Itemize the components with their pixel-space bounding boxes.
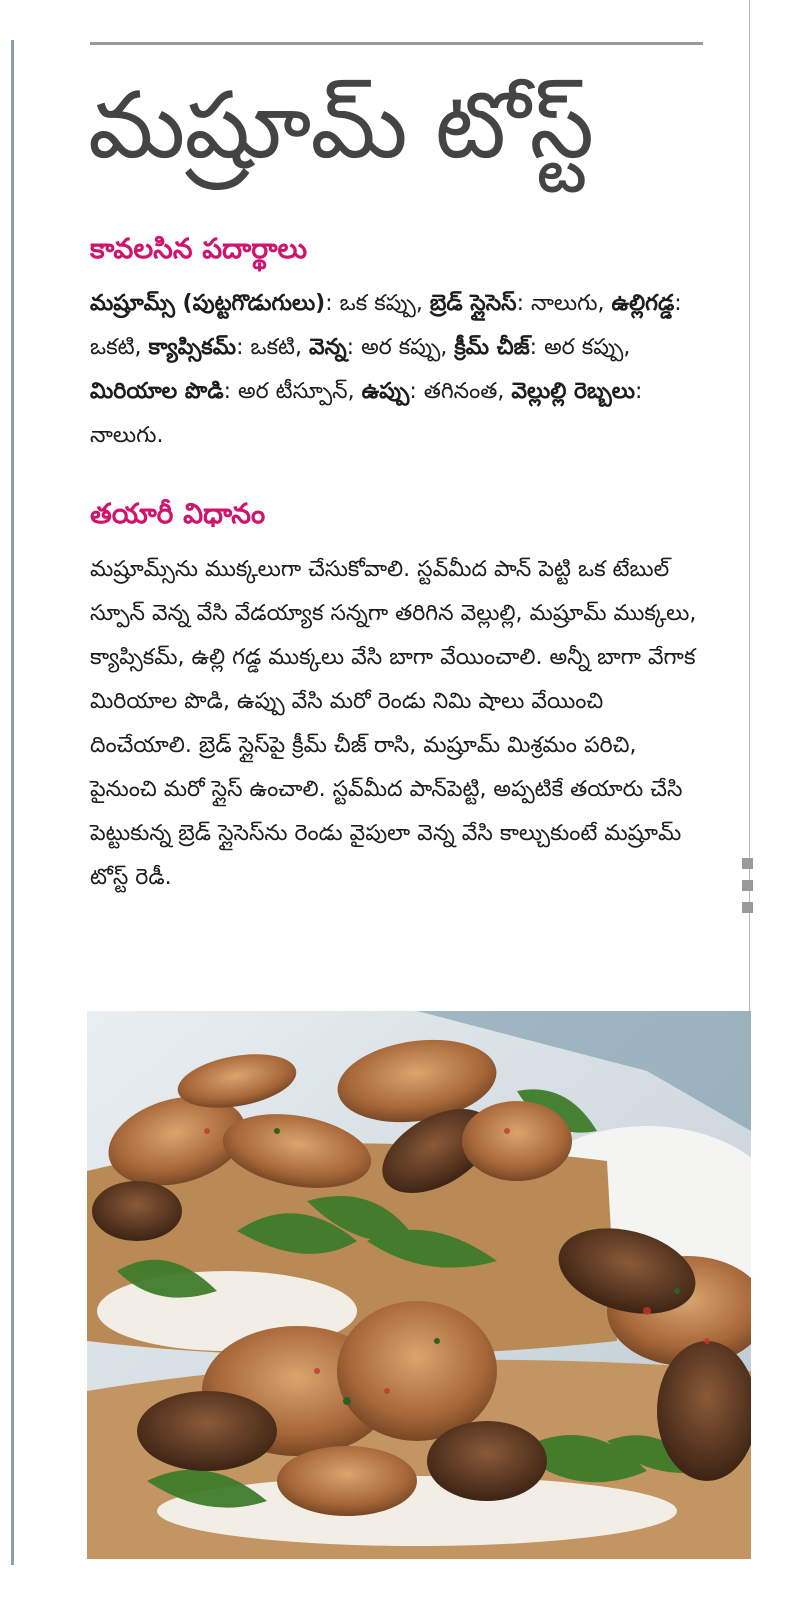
ingredient-item: క్యాప్సికమ్: ఒకటి, <box>148 335 310 360</box>
ingredient-name: క్రీమ్ చీజ్ <box>454 335 530 360</box>
ingredients-heading: కావలసిన పదార్థాలు <box>90 232 308 265</box>
mushroom-toast-photo <box>87 1011 751 1559</box>
ingredient-qty: నాలుగు, <box>531 291 612 316</box>
ingredient-name: మిరియాల పొడి <box>90 379 224 404</box>
ingredient-qty: తగినంత, <box>423 379 512 404</box>
ingredient-item: బ్రెడ్ స్లైసెస్: నాలుగు, <box>429 291 612 316</box>
ingredients-list <box>90 282 700 458</box>
ingredient-item: మిరియాల పొడి: అర టీస్పూన్, <box>90 379 362 404</box>
ingredient-qty: అర టీస్పూన్, <box>238 379 362 404</box>
dot-marker <box>742 902 753 913</box>
ingredient-item: ఉల్లిగడ్డ: ఒకటి, <box>90 291 682 360</box>
ingredient-qty: అర కప్పు, <box>361 335 455 360</box>
ingredient-name: ఉప్పు <box>361 379 410 404</box>
ingredient-item: వెల్లుల్లి రెబ్బలు: నాలుగు. <box>90 379 643 448</box>
ingredient-name: మష్రూమ్స్ (పుట్టగొడుగులు) <box>90 291 326 316</box>
method-heading: తయారీ విధానం <box>90 497 266 530</box>
ingredient-name: బ్రెడ్ స్లైసెస్ <box>429 291 517 316</box>
ingredient-item: మష్రూమ్స్ (పుట్టగొడుగులు): ఒక కప్పు, <box>90 291 430 316</box>
ingredient-item: ఉప్పు: తగినంత, <box>361 379 512 404</box>
ingredient-qty: ఒక కప్పు, <box>339 291 430 316</box>
ingredient-item: వెన్న: అర కప్పు, <box>309 335 455 360</box>
ingredient-name: వెన్న <box>309 335 347 360</box>
dot-marker <box>742 858 753 869</box>
ingredient-name: వెల్లుల్లి రెబ్బలు <box>511 379 635 404</box>
top-divider <box>90 42 703 45</box>
dot-marker <box>742 880 753 891</box>
ingredient-qty: నాలుగు. <box>90 423 164 448</box>
left-column-border <box>0 40 14 1565</box>
ingredient-qty: అర కప్పు, <box>544 335 631 360</box>
method-paragraph: మష్రూమ్స్‌ను ముక్కలుగా చేసుకోవాలి. స్టవ్‌మీద పాన్ పెట్టి ఒక టేబుల్ స్పూన్ వెన్న వేసి వేడయ్యాక సన్నగా తరిగిన వెల్లుల్లి, మష్రూమ్ ముక్కలు, క్యాప్సికమ్, ఉల్లి గడ్డ ముక్కలు వేసి బాగా వేయించాలి. అన్నీ బాగా వేగాక మిరియాల పొడి, ఉప్పు వేసి మరో రెండు నిమి షాలు వేయించి దించేయాలి. బ్రెడ్ స్లైస్‌పై క్రీమ్ చీజ్ రాసి, మష్రూమ్ మిశ్రమం పరిచి, పైనుంచి మరో స్లైస్ ఉంచాలి. స్టవ్‌మీద పాన్‌పెట్టి, అప్పటికే తయారు చేసి పెట్టుకున్న బ్రెడ్ స్లైసెస్‌ను రెండు వైపులా వెన్న వేసి కాల్చుకుంటే మష్రూమ్ టోస్ట్ రెడీ. <box>90 557 697 890</box>
ingredient-name: ఉల్లిగడ్డ <box>611 291 675 316</box>
article-title: మష్రూమ్ టోస్ట్ <box>88 72 594 179</box>
photo-illustration <box>87 1011 751 1559</box>
ingredient-qty: ఒకటి, <box>90 335 149 360</box>
continuation-dots <box>742 858 758 924</box>
ingredient-item: క్రీమ్ చీజ్: అర కప్పు, <box>454 335 631 360</box>
ingredient-qty: ఒకటి, <box>250 335 310 360</box>
ingredient-name: క్యాప్సికమ్ <box>148 335 237 360</box>
